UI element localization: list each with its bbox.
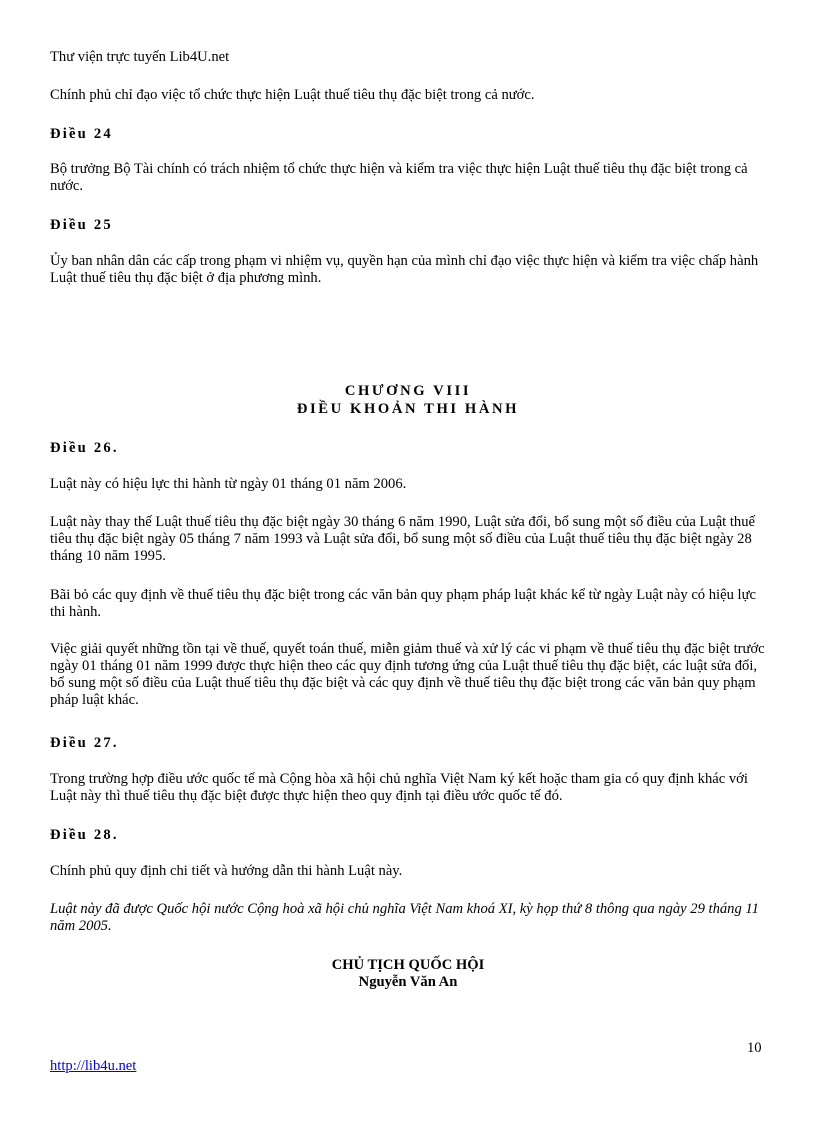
article-25-heading: Điều 25 bbox=[50, 217, 113, 233]
article-24-heading: Điều 24 bbox=[50, 126, 113, 142]
intro-paragraph: Chính phủ chỉ đạo việc tổ chức thực hiện Luật thuế tiêu thụ đặc biệt trong cả nước. bbox=[50, 87, 535, 103]
article-28-heading: Điều 28. bbox=[50, 827, 119, 843]
article-26-heading: Điều 26. bbox=[50, 440, 119, 456]
article-26-para-3: Bãi bỏ các quy định về thuế tiêu thụ đặc biệt trong các văn bản quy phạm pháp luật khác kể từ ngày Luật này có hiệu lực thi hành. bbox=[50, 587, 756, 620]
page-number: 10 bbox=[747, 1040, 762, 1056]
chapter-title: ĐIỀU KHOẢN THI HÀNH bbox=[296, 401, 520, 417]
signature-name: Nguyễn Văn An bbox=[358, 974, 458, 990]
passage-note: Luật này đã được Quốc hội nước Cộng hoà xã hội chủ nghĩa Việt Nam khoá XI, kỳ họp thứ 8 thông qua ngày 29 tháng 11 năm 2005. bbox=[50, 901, 759, 934]
article-26-para-4: Việc giải quyết những tồn tại về thuế, quyết toán thuế, miễn giảm thuế và xử lý các vi phạm về thuế tiêu thụ đặc biệt trước ngày 01 tháng 01 năm 1999 được thực hiện theo các quy định tương ứng của Luật thuế tiêu thụ đặc biệt, các luật sửa đổi, bổ sung một số điều của Luật thuế tiêu thụ đặc biệt và các quy định về thuế tiêu thụ đặc biệt trong các văn bản quy phạm pháp luật khác. bbox=[50, 641, 765, 708]
footer-link[interactable]: http://lib4u.net bbox=[50, 1058, 137, 1074]
signature-title: CHỦ TỊCH QUỐC HỘI bbox=[331, 957, 485, 973]
article-27-heading: Điều 27. bbox=[50, 735, 119, 751]
article-27-text: Trong trường hợp điều ước quốc tế mà Cộng hòa xã hội chủ nghĩa Việt Nam ký kết hoặc tham gia có quy định khác với Luật này thì thuế tiêu thụ đặc biệt được thực hiện theo quy định tại điều ước quốc tế đó. bbox=[50, 771, 748, 804]
article-25-text: Ủy ban nhân dân các cấp trong phạm vi nhiệm vụ, quyền hạn của mình chỉ đạo việc thực hiện và kiểm tra việc chấp hành Luật thuế tiêu thụ đặc biệt ở địa phương mình. bbox=[50, 253, 759, 286]
chapter-number: CHƯƠNG VIII bbox=[344, 383, 472, 399]
article-26-para-2: Luật này thay thế Luật thuế tiêu thụ đặc biệt ngày 30 tháng 6 năm 1990, Luật sửa đổi, bổ sung một số điều của Luật thuế tiêu thụ đặc biệt ngày 05 tháng 7 năm 1993 và Luật sửa đổi, bổ sung một số điều của Luật thuế tiêu thụ đặc biệt ngày 28 tháng 10 năm 1995. bbox=[50, 514, 756, 564]
site-header: Thư viện trực tuyến Lib4U.net bbox=[50, 49, 230, 65]
article-24-text: Bộ trưởng Bộ Tài chính có trách nhiệm tổ chức thực hiện và kiểm tra việc thực hiện Luật thuế tiêu thụ đặc biệt trong cả nước. bbox=[50, 161, 748, 194]
article-28-text: Chính phủ quy định chi tiết và hướng dẫn thi hành Luật này. bbox=[50, 863, 403, 879]
article-26-para-1: Luật này có hiệu lực thi hành từ ngày 01 tháng 01 năm 2006. bbox=[50, 476, 407, 492]
